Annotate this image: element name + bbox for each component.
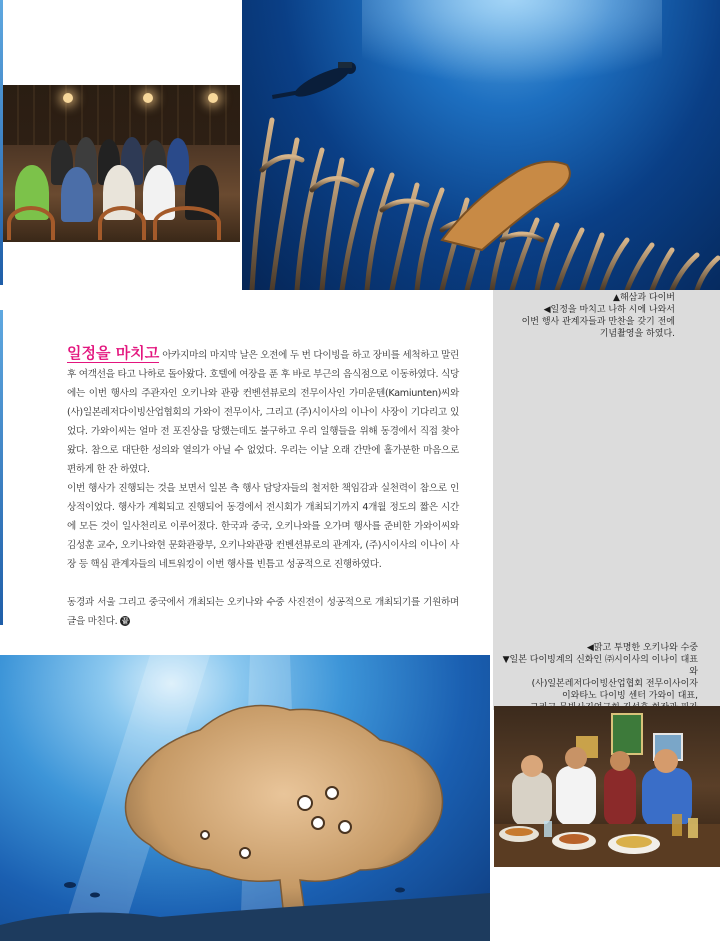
caption-line: ◀일정을 마치고 나하 시에 나와서 <box>543 305 675 315</box>
caption-line: ▼일본 다이빙계의 신화인 ㈜시이사의 이나이 대표와 <box>502 655 698 677</box>
section-heading: 일정을 마치고 <box>67 344 160 362</box>
lamp <box>63 93 73 103</box>
reef-scene <box>242 0 720 290</box>
paragraph-text: 아카지마의 마지막 날은 오전에 두 번 다이빙을 하고 장비를 세척하고 말린 후 여객선을 타고 나하로 돌아왔다. 호텔에 여장을 푼 후 바로 부근의 음식점으로 이동하였다. 식당에는 이번 행사의 주관자인 오키나와 관광 컨벤션뷰로의 전무이사인 가미운텐(Kamiunten)씨와 (사)일본레저다이빙산업협회의 가와이 전무이사, 그리고 (주)시이사의 이나이 사장이 기다리고 있었다. 가와이씨는 얼마 전 포진상을 당했는데도 불구하고 우리 일행들을 위해 동경에서 직접 찾아왔다. 참으로 대단한 성의와 열의가 아닐 수 없었다. 우리는 이날 오래 간만에 홀가분한 마음으로 편하게 한 잔 하였다. <box>67 350 459 475</box>
caption-bottom <box>500 642 698 714</box>
table-coral-photo <box>0 655 490 941</box>
lamp <box>208 93 218 103</box>
caption-line: 기념촬영을 하였다. <box>599 329 675 339</box>
end-mark-icon: 끝 <box>121 617 129 625</box>
caption-line: ▲해삼과 다이버 <box>613 293 675 303</box>
people <box>512 747 692 828</box>
chair <box>98 206 146 240</box>
edge-strip-middle <box>0 310 3 625</box>
caption-line: 이번 행사 관계자들과 만찬을 갖기 전에 <box>521 317 675 327</box>
paragraph-text: 이번 행사가 진행되는 것을 보면서 일본 측 행사 담당자들의 철저한 책임감과 실천력이 참으로 인상적이었다. 행사가 계획되고 진행되어 동경에서 전시회가 개최되기까지 4개월 정도의 짧은 시간에 모든 것이 일사천리로 이루어졌다. 한국과 중국, 오키나와를 오가며 행사를 준비한 가와이씨와 김성훈 교수, 오키나와현 문화관광부, 오키나와관광 컨벤션뷰로의 관계자, (주)시이사의 이나이 사장 등 핵심 관계자들의 네트워킹이 이번 행사를 빈틈고 성공적으로 진행하였다. <box>67 483 459 570</box>
caption-top <box>500 292 675 340</box>
restaurant-wall <box>3 85 240 145</box>
chair <box>7 206 55 240</box>
paragraph-text: 동경과 서울 그리고 중국에서 개최되는 오키나와 수중 사진전이 성공적으로 개최되기를 기원하며 글을 마친다. <box>67 597 459 627</box>
paragraph <box>67 479 459 574</box>
chair <box>153 206 221 240</box>
paragraph <box>67 344 459 479</box>
paragraph <box>67 593 459 631</box>
coral-scene <box>0 655 490 941</box>
reef-photo <box>242 0 720 290</box>
sunlight <box>362 0 662 120</box>
article-body <box>67 344 459 631</box>
lamp <box>143 93 153 103</box>
person <box>61 167 93 222</box>
diver-silhouette <box>272 62 356 102</box>
caption-line: 이와타노 다이빙 센터 가와이 대표, <box>561 691 698 701</box>
dinner-scene <box>494 706 720 867</box>
caption-line: ◀맑고 투명한 오키나와 수중 <box>586 643 698 653</box>
caption-line: (사)일본레저다이빙산업협회 전무이사이자 <box>531 679 698 689</box>
poster <box>612 714 642 754</box>
group-photo <box>3 85 240 242</box>
dinner-photo <box>494 706 720 867</box>
